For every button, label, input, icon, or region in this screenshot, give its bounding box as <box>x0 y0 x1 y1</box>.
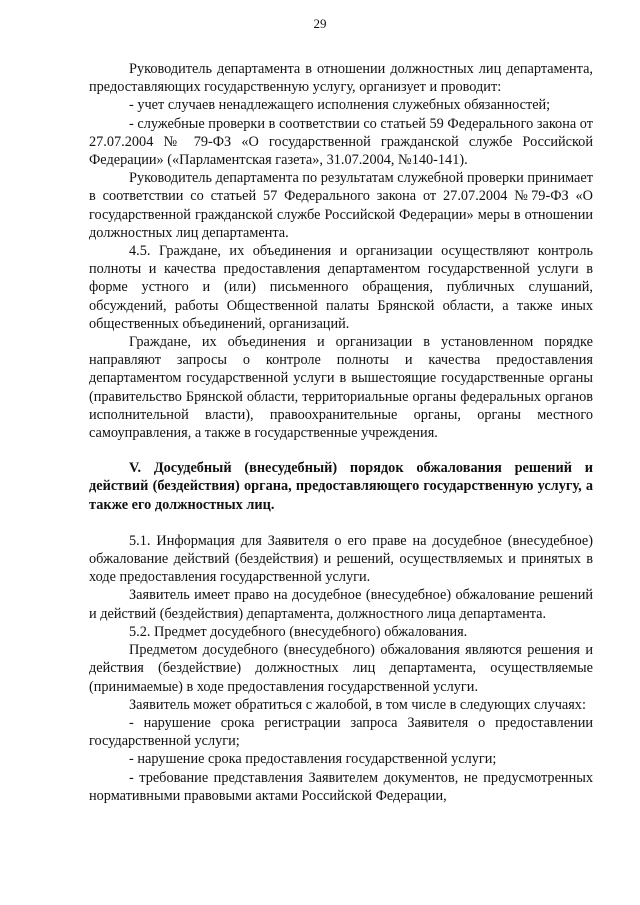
paragraph: Руководитель департамента в отношении должностных лиц департамента, предоставляющих государственную услугу, организует и проводит: <box>89 61 593 96</box>
paragraph: Руководитель департамента по результатам служебной проверки принимает в соответствии со статьей 57 Федерального закона от 27.07.2004 №79-ФЗ «О государственной гражданской службе Российской Федерации» меры в отношении должностных лиц департамента. <box>89 170 593 241</box>
list-item: - служебные проверки в соответствии со статьей 59 Федерального закона от 27.07.2004 № 79-ФЗ «О государственной гражданской службе Российской Федерации» («Парламентская газета», 31.07.2004, №140-141). <box>89 115 593 169</box>
paragraph: Граждане, их объединения и организации в установленном порядке направляют запросы о контроле полноты и качества предоставления департаментом государственной услуги в вышестоящие государственные органы (правительство Брянской области, территориальные органы федеральных органов исполнительной власти), правоохранительные органы, органы местного самоуправления, а также в государственные учреждения. <box>89 334 593 442</box>
paragraph: 5.2. Предмет досудебного (внесудебного) обжалования. <box>129 623 468 640</box>
section-heading: V. Досудебный (внесудебный) порядок обжалования решений и действий (бездействия) органа, предоставляющего государственную услугу, а также его должностных лиц. <box>89 460 593 513</box>
paragraph: 4.5. Граждане, их объединения и организации осуществляют контроль полноты и качества предоставления департаментом государственной услуги в форме устного и (или) письменного обращения, публичных слушаний, обсуждений, работы Общественной палаты Брянской области, а также иных общественных объединений, организаций. <box>89 243 593 332</box>
paragraph: Заявитель может обратиться с жалобой, в том числе в следующих случаях: <box>129 696 586 713</box>
paragraph: Предметом досудебного (внесудебного) обжалования являются решения и действия (бездействие) должностных лиц департамента, осуществляемые (принимаемые) в ходе предоставления государственной услуги. <box>89 642 593 695</box>
page-number: 29 <box>313 16 327 31</box>
list-item: - учет случаев ненадлежащего исполнения служебных обязанностей; <box>129 97 551 114</box>
list-item: - нарушение срока предоставления государственной услуги; <box>129 751 497 768</box>
paragraph: Заявитель имеет право на досудебное (внесудебное) обжалование решений и действий (бездействия) департамента, должностного лица департамента. <box>89 587 593 622</box>
document-body <box>89 60 593 805</box>
paragraph: 5.1. Информация для Заявителя о его праве на досудебное (внесудебное) обжалование действий (бездействия) и решений, осуществляемых и принятых в ходе предоставления государственной услуги. <box>89 532 593 586</box>
list-item: - нарушение срока регистрации запроса Заявителя о предоставлении государственной услуги; <box>89 714 593 750</box>
list-item: - требование представления Заявителем документов, не предусмотренных нормативными правовыми актами Российской Федерации, <box>89 769 593 804</box>
